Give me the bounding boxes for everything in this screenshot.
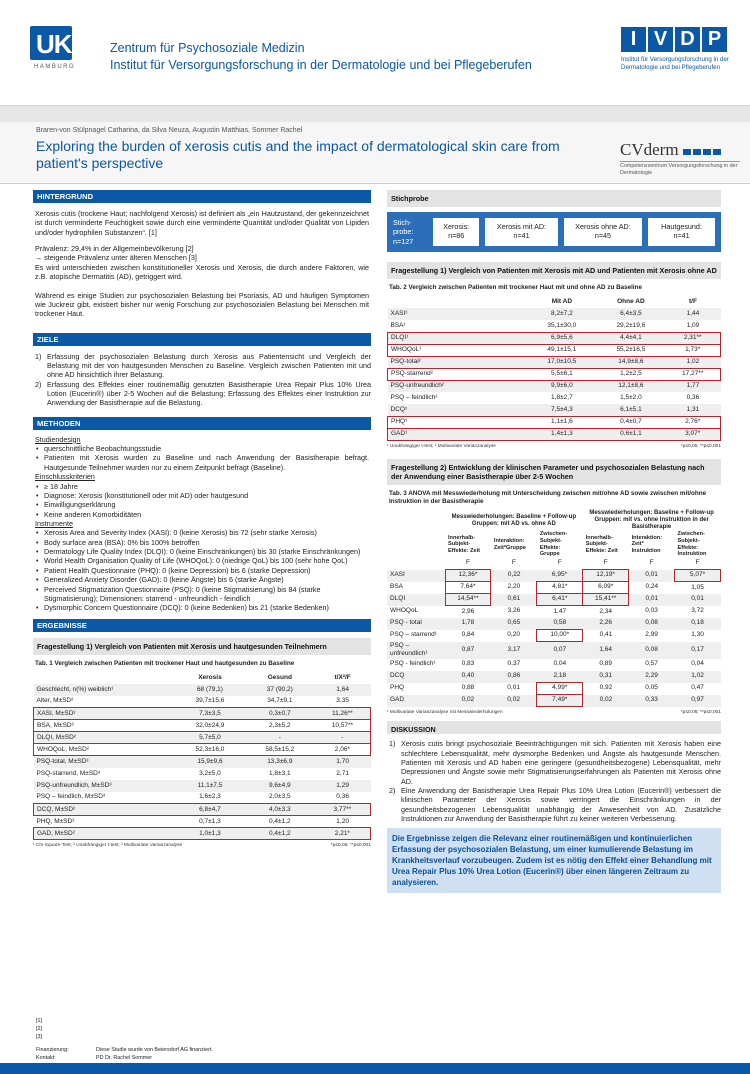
table-row [34,780,371,792]
table-cell: BSA [390,583,404,591]
table-cell: 0,83 [461,660,475,668]
table-cell: DLQI, M±SD² [34,732,176,744]
table-cell: 12,36* [445,570,491,582]
table-cell: WHOQoL, M±SD² [34,744,176,756]
hg-p1: Xerosis cutis (trockene Haut; nachfolgend Xerosis) ist definiert als „ein Hautzustand, der gekennzeichnet ist durch verminderte Feuchtigkeit sowie durch eine verminderte Quantität und/oder Qualität von Lipiden und/oder hydrophilen Substanzen“. [1] [35,209,369,237]
table-cell: 1,64 [315,684,371,696]
table-cell: 0,18 [675,618,721,630]
table-cell: 2,96 [461,607,475,615]
table-cell: 0,4±1,2 [245,828,315,840]
left-column [33,190,371,849]
table-cell: 0,57 [645,660,658,668]
table-row [34,720,371,732]
table-row [388,392,721,404]
table2-significance: *p≤0,05; **p≤0,001 [680,443,721,449]
table-cell: 2,0±3,5 [269,793,291,801]
table-cell: 1,64 [583,642,629,659]
table-header: F [557,559,562,567]
ziel-1: 1) Erfassung der psychosozialen Belastung durch Xerosis aus Patientensicht und Vergleich der Belastung mit der von hautgesunden Menschen zu Baseline. Vergleich zwischen Patienten mit und ohne AD hinsichtlich ihrer Belastung. [35,351,371,380]
list-item: • Keine anderen Komorbiditäten [35,510,369,519]
table-row [388,380,721,392]
table2-footnote: ¹ Unabhängiger t-test; ² Multivariate Varianzanalyse [387,443,496,449]
table-row [387,582,721,594]
table-cell: 12,19* [583,570,629,582]
table-cell: 1,8±3,1 [269,769,291,777]
table1-caption: Tab. 1 Vergleich zwischen Patienten mit trockener Haut und hautgesunden zu Baseline [35,659,295,667]
table-row [34,732,371,744]
table-cell: 0,03 [645,607,658,615]
table-cell: 0,07 [537,642,583,659]
table-cell: 0,24 [645,583,659,591]
fragestellung-1-heading: Fragestellung 1) Vergleich von Patienten mit Xerosis und hautgesunden Teilnehmern [33,638,371,655]
table-cell: Geschlecht, n(%) weiblich¹ [34,684,176,696]
table-row [387,594,721,606]
table-cell: 0,65 [491,618,537,630]
table-cell: - [315,732,371,744]
ziele-heading: ZIELE [33,333,371,346]
table-row [387,659,721,671]
table-cell: 14,9±8,6 [596,356,665,368]
list-item: • ≥ 18 Jahre [35,482,369,491]
table-cell: 34,7±9,1 [267,697,293,705]
table-cell: PSQ-total² [388,356,528,368]
table-cell: 1,31 [665,404,720,416]
table-cell: 0,3±0,7 [245,708,315,720]
table-cell: 0,4±0,7 [596,416,665,428]
table-cell: 0,01 [629,594,675,606]
table-cell: 55,2±16,5 [596,344,665,356]
table-cell: PSQ-unfreundlich, M±SD³ [34,780,176,792]
table-cell: 0,04 [691,660,704,668]
table-cell: 58,5±15,2 [245,744,315,756]
table-cell: PSQ – starrend¹ [390,631,437,639]
table-header: F [603,559,608,567]
table-cell: 3,17 [491,642,537,659]
table-cell: 2,76* [665,416,720,428]
table-cell: 2,20 [507,583,521,591]
footer-bar [0,1063,750,1074]
table-cell: 3,77** [315,804,371,816]
table-cell: PHQ [390,684,405,692]
table-cell: DCQ, M±SD² [34,804,176,816]
table-row [34,816,371,828]
uke-logo: UKE HAMBURG [30,26,102,78]
institution-title: Zentrum für Psychosoziale Medizin Institut für Versorgungsforschung in der Dermatologie und bei Pflegeberufen [110,41,532,72]
table-cell: 39,7±15,6 [195,697,225,705]
table-cell: 1,73* [665,344,720,356]
hintergrund-heading: HINTERGRUND [33,190,371,203]
table-cell: 0,97 [675,695,721,707]
table-row [388,308,721,320]
table-cell: 2,34 [599,607,612,615]
diskussion-1: 1) Xerosis cutis bringt psychosoziale Beeinträchtigungen mit sich. Patienten mit Xerosis haben eine schlechtere Lebensqualität, mehr dysmorphe Bedenken und Ängste als hautgesunde Menschen. Patienten mit Xerosis und AD haben eine geringere (gesundheitsbezogene) Lebensqualität, mehr Depressionen und Ängste sowie mehr Stigmatisierungserfahrungen als Patienten mit Xerosis ohne AD. [389,739,721,786]
table-row [34,804,371,816]
table-cell: PHQ¹ [388,416,528,428]
table-row [388,344,721,356]
poster-header [0,0,750,106]
ergebnisse-heading: ERGEBNISSE [33,619,371,632]
fragestellung-1b-heading: Fragestellung 1) Vergleich von Patienten mit Xerosis mit AD und Patienten mit Xerosis ohne AD [387,262,721,279]
hg-p3: Während es einige Studien zur psychosozialen Belastung bei Psoriasis, AD und häufigen Symptomen wie Juckreiz gibt, existiert bisher nur wenig Forschung zur psychosozialen Belastung bei Menschen mit trockener Haut. [35,290,369,319]
table-cell: 1,05 [691,583,704,591]
table-cell: 3,35 [336,697,349,705]
list-item: • Dermatology Life Quality Index (DLQI): 0 (keine Einschränkungen) bis 30 (starke Einschränkungen) [35,547,369,556]
table-cell: DCQ¹ [388,404,528,416]
table-cell: 13,3±6,9 [245,756,315,768]
table-cell: PSQ-starrend² [388,368,528,380]
table-cell: 0,61 [491,594,537,606]
table-row [387,642,721,659]
table-cell: 1,20 [336,817,349,825]
table-cell: 1,30 [691,631,704,639]
table-cell: 4,0±3,3 [245,804,315,816]
table-cell: 0,7±1,3 [199,817,221,825]
table-cell: 2,31** [665,332,720,344]
table2: Mit AD Ohne AD t/F XASI¹ 8,2±7,2 6,4±3,5 1,44 BSA¹ 35,1±30,0 29,2±19,6 1,09 DLQI¹ 6,9±5,6 4,4±4,1 2,31** WHOQoL¹ 49,1±15,1 55,2±16,5 1,73* PSQ-total² 17,0±10,5 14,9±8,6 1,02 PSQ-starrend² 5,5±6,1 1,2±2,5 17,27** PSQ-unfreundlich² 9,9±6,0 12,1±8,6 1,77 PSQ – feindlich² 1,8±2,7 1,5±2,0 0,36 DCQ¹ 7,5±4,3 6,1±5,1 1,31 PHQ¹ 1,1±1,6 0,4±0,7 2,76* GAD¹ 1,4±1,3 0,6±1,1 3,07* [387,296,721,441]
table-cell: PHQ, M±SD² [36,817,75,825]
table-cell: PSQ – feindlich, M±SD³ [36,793,106,801]
table-header [387,558,445,570]
table-cell: 0,22 [491,570,537,582]
table-cell: 1,44 [665,308,720,320]
table-cell: 0,36 [336,793,349,801]
table-cell: 37 (90,2) [245,684,315,696]
table-cell: 0,05 [645,684,658,692]
table-row [387,606,721,618]
ivdp-logo: I V D P Institut für Versorgungsforschung in der Dermatologie und bei Pflegeberufen [621,28,729,71]
list-item: • Patient Health Questionnaire (PHQ): 0 (keine Depression) bis 6 (starke Depression) [35,566,369,575]
table-cell: 0,87 [445,642,491,659]
table-cell: 52,3±16,0 [175,744,245,756]
table-row [34,792,371,804]
table-cell: PSQ – feindlich² [390,394,438,402]
table-header: F [649,559,654,567]
stichprobe-boxes: Stich-probe: n=127 Xerosis: n=86 Xerosis mit AD: n=41 Xerosis ohne AD: n=45 Hautgesund: n=41 [387,212,721,252]
table-cell: 29,2±19,6 [616,321,646,329]
table-cell: GAD¹ [388,428,528,440]
table-cell: 6,1±5,1 [596,404,665,416]
table-row [388,332,721,344]
table-cell: 2,06* [315,744,371,756]
table-cell: BSA, M±SD² [34,720,176,732]
table-cell: 35,1±30,0 [547,321,577,329]
table-cell: 0,20 [507,631,520,639]
table-cell: 1,02 [675,671,721,683]
table-cell: 0,88 [461,684,475,692]
table-cell: 6,09* [583,582,629,594]
table-cell: 4,81* [537,582,583,594]
table-cell: 0,04 [553,660,567,668]
table-cell: 5,07* [675,570,721,582]
table-row [388,356,721,368]
table-cell: 0,40 [445,671,491,683]
table-cell: 2,99 [645,631,658,639]
table-cell: DLQI¹ [388,332,528,344]
table-cell: Alter, M±SD² [36,697,74,705]
table-cell: 0,47 [691,684,704,692]
table-header: F [511,559,516,567]
table-row [34,708,371,720]
table-cell: 2,3±5,2 [245,720,315,732]
fragestellung-2-heading: Fragestellung 2) Entwicklung der klinischen Parameter und psychosozialen Belastung nach der Anwendung einer Basistherapie über 2-5 Wochen [387,459,721,485]
table-cell: PSQ-total, M±SD³ [34,756,176,768]
table-cell: 12,1±8,6 [596,380,665,392]
table-row [387,683,721,695]
list-item: • Einwilligungserklärung [35,500,369,509]
table-row [387,630,721,642]
table-cell: 7,49* [537,695,583,707]
table-row [34,696,371,708]
table-cell: 0,84 [461,631,475,639]
table-cell: 1,78 [445,618,491,630]
table-cell: 1,6±2,3 [199,793,221,801]
table-cell: 11,1±7,5 [175,780,245,792]
hg-p2c: Es wird unterschieden zwischen konstitutioneller Xerosis und Xerosis, die durch andere Faktoren, wie z.B. atopische Dermatitis (AD), getriggert wird. [35,262,369,282]
table1-significance: *p≤0,05; **p≤0,001 [330,843,371,849]
table2-caption: Tab. 2 Vergleich zwischen Patienten mit trockener Haut mit und ohne AD zu Baseline [389,284,642,292]
table-cell: 6,41* [537,594,583,606]
table-cell: 0,92 [599,684,613,692]
hg-p2a: Prävalenz: 29,4% in der Allgemeinbevölkerung [2] [35,244,194,254]
table-cell: 5,7±5,0 [175,732,245,744]
table-cell: 11,26** [315,708,371,720]
table-cell: 1,1±1,6 [527,416,596,428]
table3-footnote: ¹ Multivariate Varianzanalyse mit Messwiederholungen [387,710,503,716]
table-cell: 1,02 [665,356,720,368]
table-cell: 5,5±6,1 [527,368,596,380]
table-cell: PSQ - feindlich¹ [390,660,436,668]
table-cell: 0,37 [507,660,521,668]
table-row [388,368,721,380]
table-header: Zwischen-Subjekt-Effekte: Gruppe [539,531,568,558]
table-cell: GAD, M±SD² [34,828,176,840]
table-cell: 1,0±1,3 [175,828,245,840]
table-cell: 6,8±4,7 [175,804,245,816]
table-cell: 0,33 [629,695,675,707]
table-header: F [465,559,470,567]
table-cell: 7,5±4,3 [527,404,596,416]
table-cell: 6,95* [537,570,583,582]
table-cell: 1,29 [315,780,371,792]
table-cell: PSQ - total [387,618,445,630]
table-header: Interaktion: Zeit*Gruppe [493,537,526,551]
table-cell: DLQI [387,594,445,606]
table-cell: 2,18 [537,671,583,683]
table-cell: 32,0±24,9 [175,720,245,732]
table-cell: 0,08 [629,618,675,630]
table-row [34,768,371,780]
table-row [387,618,721,630]
table-cell: PSQ – unfreundlich¹ [387,642,445,659]
table-header [387,531,445,557]
einschluss-label: Einschlusskriterien [35,472,95,482]
table3-significance: *p≤0,05; **p≤0,001 [680,710,721,716]
table-cell: 3,26 [507,607,521,615]
methoden-heading: METHODEN [33,417,371,430]
table-row [388,416,721,428]
table3: Messwiederholungen: Baseline + Follow-up Gruppen: mit AD vs. ohne AD Messwiederholungen: Baseline + Follow-up Gruppen: mit vs. ohne Instruktion in der Basistherapie Innerhalb-Subjekt-Effekte: Zeit Interaktion: Zeit*Gruppe Zwischen-Subjekt-Effekte: Gruppe Innerhalb-Subjekt-Effekte: Zeit Interaktion: Zeit* Instruktion Zwischen-Subjekt-Effekte: Instruktion F F F F F F XASI 12,36* 0,22 6,95* 12,19* 0,01 5,07* BSA 7,64* 2,20 4,81* 6,09* 0,24 1,05 DLQI 14,54** 0,61 6,41* 15,41** 0,01 0,01 WHOQoL 2,96 3,26 1,47 2,34 0,03 3,72 PSQ - total 1,78 0,65 0,58 2,26 0,08 0,18 PSQ – starrend¹ 0,84 0,20 10,00* 0,41 2,99 1,30 PSQ – unfreundlich¹ 0,87 3,17 0,07 1,64 0,08 0,17 PSQ - feindlich¹ 0,83 0,37 0,04 0,89 0,57 0,04 DCQ 0,40 0,86 2,18 0,31 2,29 1,02 PHQ 0,88 0,01 4,99* 0,92 0,05 0,47 GAD 0,02 0,02 7,49* 0,02 0,33 0,97 [387,510,721,707]
table-cell: 1,09 [686,321,700,329]
instrumente-label: Instrumente [35,518,73,528]
table-cell: 0,86 [491,671,537,683]
cvderm-logo: CVderm Competenzzentrum Versorgungsforschung in der Dermatologie [620,140,740,176]
table1: Xerosis Gesund t/X²/F Geschlecht, n(%) weiblich¹ 68 (79,1) 37 (90,2) 1,64 Alter, M±SD² 39,7±15,6 34,7±9,1 3,35 XASI, M±SD² 7,3±3,5 0,3±0,7 11,26** BSA, M±SD² 32,0±24,9 2,3±5,2 10,57** DLQI, M±SD² 5,7±5,0 - - WHOQoL, M±SD² 52,3±16,0 58,5±15,2 2,06* PSQ-total, M±SD³ 15,9±9,6 13,3±6,9 1,70 PSQ-starrend, M±SD³ 3,2±5,0 1,8±3,1 2,71 PSQ-unfreundlich, M±SD³ 11,1±7,5 9,6±4,9 1,29 PSQ – feindlich, M±SD³ 1,6±2,3 2,0±3,5 0,36 DCQ, M±SD² 6,8±4,7 4,0±3,3 3,77** PHQ, M±SD² 0,7±1,3 0,4±1,2 1,20 GAD, M±SD² 1,0±1,3 0,4±1,2 2,21* [33,672,371,841]
studiendesign-label: Studiendesign [35,434,81,444]
table-row [34,828,371,840]
list-item: • Xerosis Area and Severity Index (XASI): 0 (keine Xerosis) bis 72 (sehr starke Xerosis) [35,528,369,537]
table-cell: 17,27** [665,368,720,380]
table-cell: 0,36 [686,394,700,402]
table-header: Innerhalb-Subjekt-Effekte: Zeit [585,534,618,554]
table-cell: 2,26 [583,618,629,630]
table-cell: 1,4±1,3 [527,428,596,440]
list-item: • Perceived Stigmatization Questionnaire (PSQ): 0 (keine Stigmatisierung) bis 84 (starke Stigmatisierung); Dimensionen: starrend - unfreundlich - feindlich [35,585,369,604]
table-cell: WHOQoL [390,607,419,615]
table-cell: 7,64* [445,582,491,594]
table-cell: XASI [387,570,445,582]
table-cell: 9,9±6,0 [527,380,596,392]
table-cell: 0,02 [445,695,491,707]
table-cell: 3,2±5,0 [199,769,221,777]
table-cell: 4,4±4,1 [596,332,665,344]
table-cell: - [245,732,315,744]
table-cell: 49,1±15,1 [527,344,596,356]
table-cell: PSQ-unfreundlich² [388,380,528,392]
table-cell: 7,3±3,5 [175,708,245,720]
table-cell: XASI, M±SD² [34,708,176,720]
poster-title: Exploring the burden of xerosis cutis and the impact of dermatological skin care from patient's perspective [36,138,560,171]
table-cell: 8,2±7,2 [527,308,596,320]
list-item: • Patienten mit Xerosis wurden zu Baseline und nach Anwendung der Basistherapie befragt. Hautgesunde Teilnehmer wurden nur zu einem Zeitpunkt befragt (Baseline). [35,453,369,472]
table-cell: 3,72 [691,607,704,615]
table-row [34,684,371,696]
table-cell: 9,6±4,9 [245,780,315,792]
table-cell: 2,29 [629,671,675,683]
table-row [387,671,721,683]
table-cell: 14,54** [445,594,491,606]
table-row [388,320,721,332]
table-cell: 0,08 [629,642,675,659]
table-cell: 15,9±9,6 [175,756,245,768]
table-cell: 0,89 [599,660,612,668]
table-cell: 68 (79,1) [175,684,245,696]
stichprobe-heading: Stichprobe [387,190,721,207]
table1-footnote: ¹ Chi-Square-Test; ² Unabhängiger t-test; ³ Multivariate Varianzanalyse [33,843,183,849]
table-cell: 0,01 [507,684,520,692]
table-cell: 17,0±10,5 [527,356,596,368]
list-item: • Diagnose: Xerosis (konstitutionell oder mit AD) oder hautgesund [35,491,369,500]
table-cell: 0,02 [583,695,629,707]
table-cell: WHOQoL¹ [388,344,528,356]
table3-caption: Tab. 3 ANOVA mit Messwiederholung mit Unterscheidung zwischen mit/ohne AD sowie zwischen mit/ohne Instruktion in der Basistherapie [389,489,707,506]
table-row [388,428,721,440]
table-cell: 0,31 [583,671,629,683]
table-cell: 3,07* [665,428,720,440]
table-cell: BSA¹ [390,321,406,329]
table-header: F [695,559,700,567]
table-cell: 0,58 [537,618,583,630]
table-cell: 0,17 [675,642,721,659]
table-cell: 10,57** [315,720,371,732]
ziel-2: 2) Erfassung des Effektes einer routinemäßig genutzten Basistherapie Urea Repair Plus 10% Urea Lotion (Eucerin®) über 2-5 Wochen auf die Belastung; Erfassung des Effektes einer Instruktion zur Anwendung der Basistherapie auf die Belastung. [35,379,371,408]
table-row [387,695,721,707]
table-row [388,404,721,416]
table-header: Innerhalb-Subjekt-Effekte: Zeit [448,534,481,554]
list-item: • Dysmorphic Concern Questionnaire (DCQ): 0 (keine Bedenken) bis 21 (starke Bedenken) [35,603,369,612]
table-cell: 0,02 [491,695,537,707]
table-cell: GAD [387,695,445,707]
right-column [387,190,721,893]
table-cell: DCQ [387,671,445,683]
table-cell: 1,70 [315,756,371,768]
list-item: • Body surface area (BSA): 0% bis 100% betroffen [35,538,369,547]
authors: Braren-von Stülpnagel Catharina, da Silva Neuza, Augustin Matthias, Sommer Rachel [36,127,303,134]
diskussion-2: 2) Eine Anwendung der Basistherapie Urea Repair Plus 10% Urea Lotion (Eucerin®) verbessert die klinischen Parameter der Xerosis sowie verringert die Einschränkungen in der gesundheitsbezogenen Lebensqualität unabhängig der Anwesenheit von AD. Zusätzliche Instruktionen zur Anwendung der Basistherapie führt zu keiner weiteren Verbesserung. [389,786,721,824]
table-cell: 2,21* [315,828,371,840]
hg-p2b: → steigende Prävalenz unter älteren Menschen [3] [35,253,197,263]
diskussion-heading: DISKUSSION [387,721,721,734]
references: [1] [2] [3] Finanzierung: Diese Studie wurde von Beiersdorf AG finanziert. Kontakt: PD Dr. Rachel Sommer [36,1018,213,1062]
table-cell: 6,4±3,5 [596,308,665,320]
table-row [34,756,371,768]
table-cell: 1,8±2,7 [551,394,573,402]
table-cell: 4,99* [537,683,583,695]
table-cell: XASI¹ [388,308,528,320]
table-cell: 0,4±1,2 [269,817,291,825]
table-cell: 1,77 [665,380,720,392]
table-cell: 1,47 [553,607,567,615]
table-cell: 6,9±5,6 [527,332,596,344]
list-item: • Generalized Anxiety Disorder (GAD): 0 (keine Ängste) bis 6 (starke Ängste) [35,575,369,584]
table-header: Zwischen-Subjekt-Effekte: Instruktion [677,531,707,558]
table-cell: PSQ-starrend, M±SD³ [36,769,101,777]
table-cell: 2,71 [336,769,349,777]
table-cell: 0,41 [599,631,613,639]
conclusion-box: Die Ergebnisse zeigen die Relevanz einer routinemäßigen und kontinuierlichen Erfassung der psychosozialen Belastung, um einer kumulierende Belastung im Krankheitsverlauf vorzubeugen. Zudem ist es nötig den Effekt einer Behandlung mit Urea Repair Plus 10% Urea Lotion (Eucerin®) über einen längeren Zeitraum zu analysieren. [387,828,721,893]
divider-band [0,106,750,122]
table-cell: 1,2±2,5 [596,368,665,380]
table-row [34,744,371,756]
list-item: • World Health Organisation Quality of Life (WHOQoL): 0 (niedrige QoL) bis 100 (sehr hohe QoL) [35,556,369,565]
table-cell: 1,5±2,0 [620,394,642,402]
table-cell: 15,41** [583,594,629,606]
table-header: Interaktion: Zeit* Instruktion [631,534,663,554]
table-cell: 0,01 [629,570,675,582]
table-cell: 10,00* [537,630,583,642]
table-cell: 0,6±1,1 [596,428,665,440]
table-cell: 0,01 [675,594,721,606]
table-row [387,570,721,582]
list-item: • querschnittliche Beobachtungsstudie [35,444,369,453]
